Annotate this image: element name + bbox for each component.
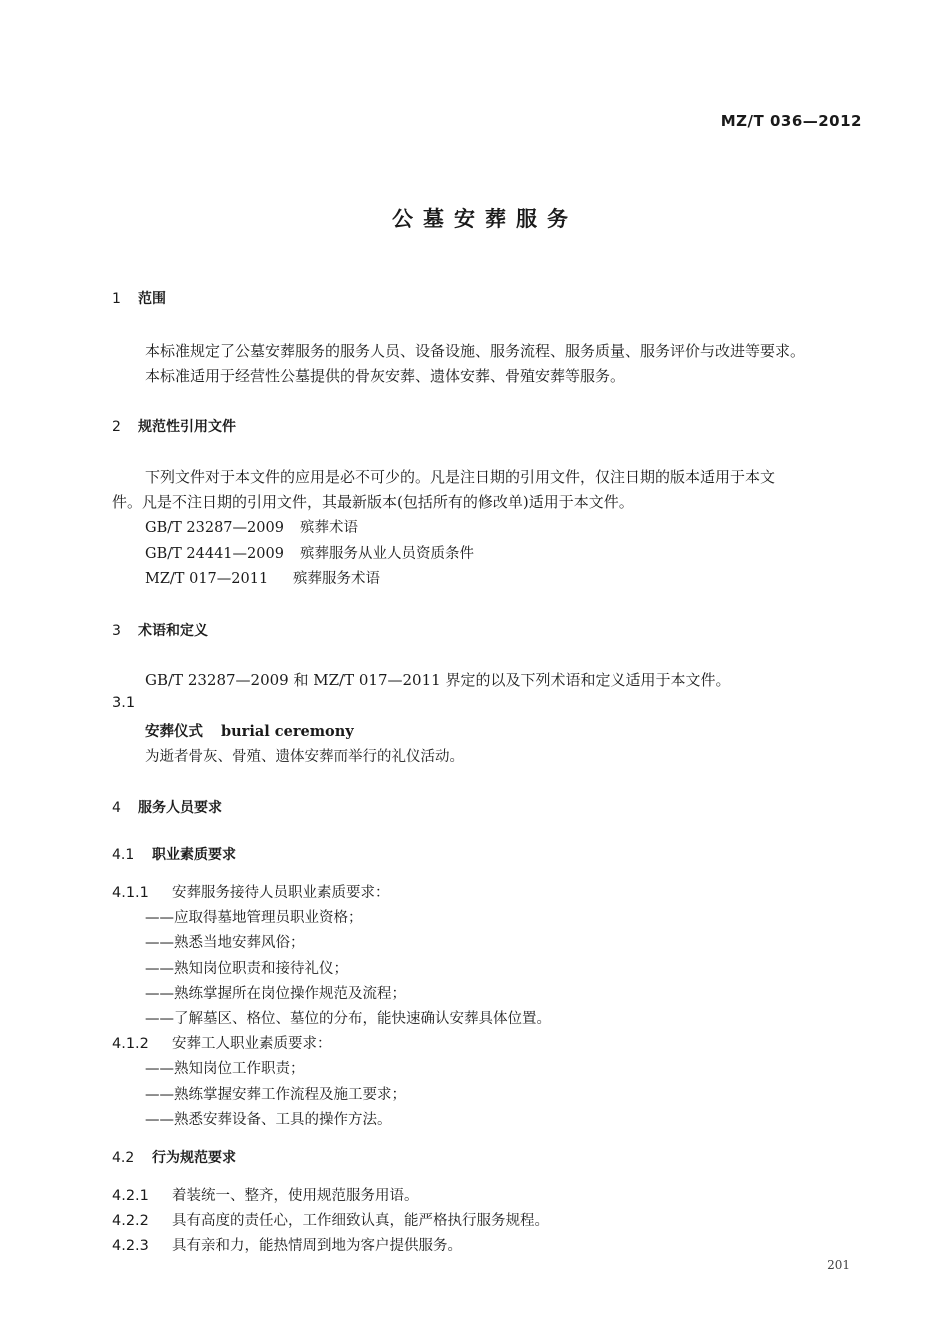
reference-code: GB/T 24441—2009 — [145, 546, 284, 562]
reference-name: 殡葬服务术语 — [293, 571, 380, 587]
section-number: 4 — [112, 800, 121, 816]
section-title: 术语和定义 — [138, 623, 208, 639]
reference-code: GB/T 23287—2009 — [145, 520, 284, 536]
document-title: 公墓安葬服务 — [392, 206, 578, 231]
references-paragraph-line-1: 下列文件对于本文件的应用是必不可少的。凡是注日期的引用文件，仅注日期的版本适用于本文 — [145, 468, 776, 486]
clause-4-2-2 — [112, 1209, 549, 1230]
list-item: ——熟知岗位工作职责； — [145, 1061, 305, 1077]
reference-item — [145, 567, 380, 588]
list-item: ——应取得墓地管理员职业资格； — [145, 910, 363, 926]
page-number: 201 — [827, 1258, 850, 1272]
list-item: ——熟悉当地安葬风俗； — [145, 935, 305, 951]
section-title: 服务人员要求 — [138, 800, 222, 816]
list-item: ——熟悉安葬设备、工具的操作方法。 — [145, 1112, 392, 1128]
subsection-4-1-heading — [112, 844, 236, 864]
clause-text: 安葬工人职业素质要求： — [172, 1036, 332, 1052]
clause-text: 具有亲和力，能热情周到地为客户提供服务。 — [172, 1238, 462, 1254]
section-3-heading — [112, 620, 208, 640]
section-2-heading — [112, 416, 236, 436]
subsection-4-2-heading — [112, 1147, 236, 1167]
clause-number: 4.1.2 — [112, 1036, 149, 1052]
term-english: burial ceremony — [221, 723, 354, 740]
references-paragraph-line-2: 件。凡是不注日期的引用文件，其最新版本(包括所有的修改单)适用于本文件。 — [112, 493, 634, 511]
section-number: 3 — [112, 623, 121, 639]
section-title: 规范性引用文件 — [138, 419, 236, 435]
subsection-number: 4.1 — [112, 847, 135, 863]
section-number: 2 — [112, 419, 121, 435]
clause-4-1-2 — [112, 1032, 332, 1053]
clause-number: 4.2.3 — [112, 1238, 149, 1254]
list-item: ——了解墓区、格位、墓位的分布，能快速确认安葬具体位置。 — [145, 1011, 551, 1027]
reference-item — [145, 516, 358, 537]
clause-4-1-1 — [112, 881, 390, 902]
clause-text: 具有高度的责任心，工作细致认真，能严格执行服务规程。 — [172, 1213, 549, 1229]
list-item: ——熟知岗位职责和接待礼仪； — [145, 961, 348, 977]
term-entry — [145, 720, 354, 741]
clause-number: 4.2.2 — [112, 1213, 149, 1229]
list-item: ——熟练掌握安葬工作流程及施工要求； — [145, 1087, 406, 1103]
reference-name: 殡葬术语 — [300, 520, 358, 536]
list-item: ——熟练掌握所在岗位操作规范及流程； — [145, 986, 406, 1002]
term-chinese: 安葬仪式 — [145, 723, 203, 740]
section-4-heading — [112, 797, 222, 817]
clause-number: 4.1.1 — [112, 885, 149, 901]
reference-name: 殡葬服务从业人员资质条件 — [300, 546, 474, 562]
clause-number: 3.1 — [112, 695, 136, 711]
clause-4-2-1 — [112, 1184, 419, 1205]
standard-code: MZ/T 036—2012 — [720, 112, 862, 130]
clause-4-2-3 — [112, 1234, 462, 1255]
clause-number: 4.2.1 — [112, 1188, 149, 1204]
term-number — [112, 695, 172, 711]
terms-paragraph: GB/T 23287—2009 和 MZ/T 017—2011 界定的以及下列术语和定义适用于本文件。 — [145, 671, 731, 689]
section-1-heading — [112, 288, 166, 308]
subsection-title: 行为规范要求 — [152, 1150, 236, 1166]
clause-text: 安葬服务接待人员职业素质要求： — [172, 885, 390, 901]
scope-paragraph-1: 本标准规定了公墓安葬服务的服务人员、设备设施、服务流程、服务质量、服务评价与改进等要求。 — [145, 342, 806, 360]
clause-text: 着装统一、整齐，使用规范服务用语。 — [172, 1188, 419, 1204]
subsection-title: 职业素质要求 — [152, 847, 236, 863]
subsection-number: 4.2 — [112, 1150, 135, 1166]
term-definition: 为逝者骨灰、骨殖、遗体安葬而举行的礼仪活动。 — [145, 749, 464, 765]
reference-code: MZ/T 017—2011 — [145, 571, 269, 587]
scope-paragraph-2: 本标准适用于经营性公墓提供的骨灰安葬、遗体安葬、骨殖安葬等服务。 — [145, 367, 626, 385]
section-number: 1 — [112, 291, 121, 307]
reference-item — [145, 542, 474, 563]
section-title: 范围 — [138, 291, 166, 307]
